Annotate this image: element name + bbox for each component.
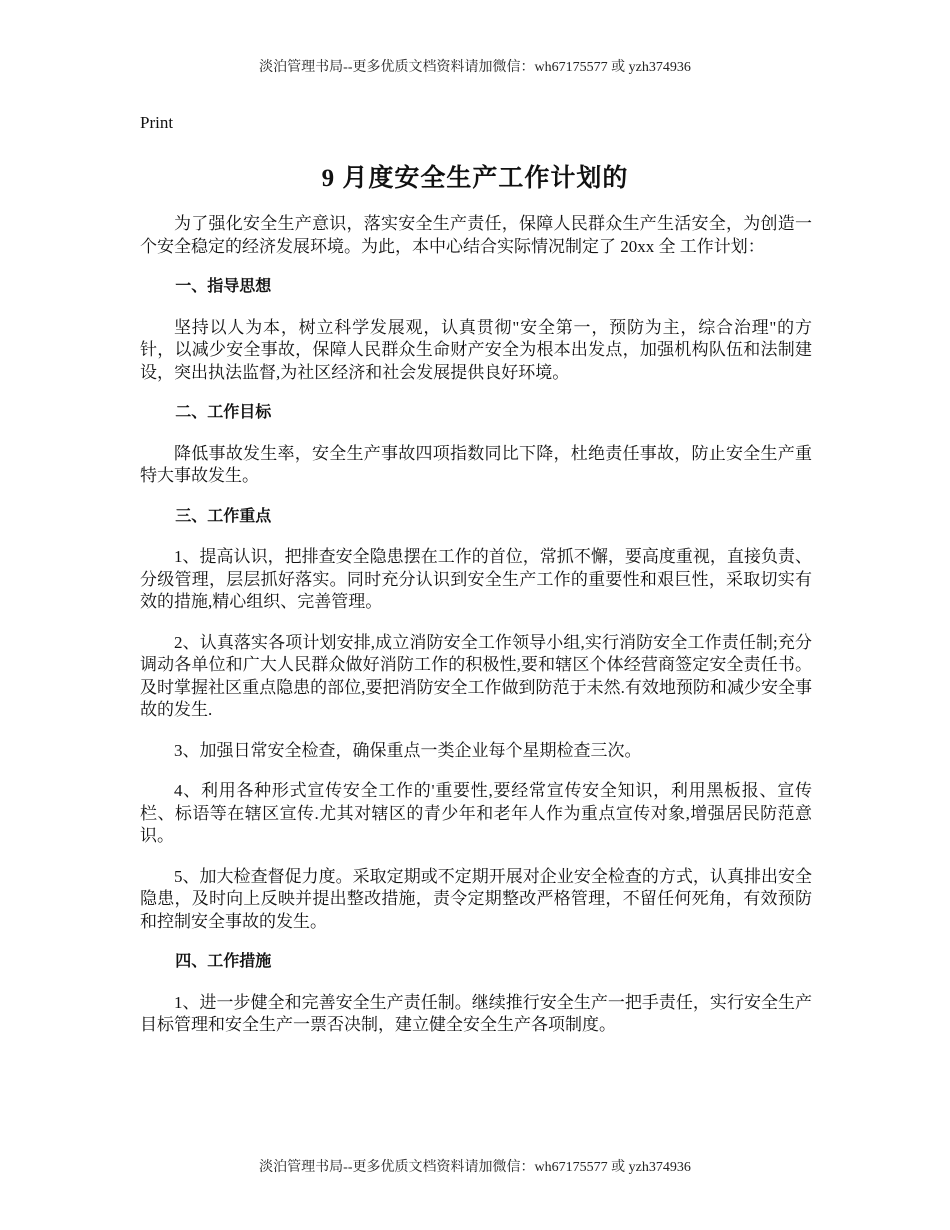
intro-paragraph: 为了强化安全生产意识，落实安全生产责任，保障人民群众生产生活安全，为创造一个安全稳定的经济发展环境。为此，本中心结合实际情况制定了 20xx 全 工作计划： (140, 214, 812, 256)
document-body (140, 213, 812, 1055)
section-heading-guiding-ideology: 一、指导思想 (175, 278, 272, 295)
paragraph: 2、认真落实各项计划安排,成立消防安全工作领导小组,实行消防安全工作责任制;充分调动各单位和广大人民群众做好消防工作的积极性,要和辖区个体经营商签定安全责任书。及时掌握社区重点隐患的部位,要把消防安全工作做到防范于未然.有效地预防和减少安全事故的发生. (140, 632, 812, 719)
page-footer: 淡泊管理书局--更多优质文档资料请加微信：wh67175577 或 yzh374936 (259, 1160, 691, 1175)
paragraph: 坚持以人为本，树立科学发展观，认真贯彻"安全第一，预防为主，综合治理"的方针，以减少安全事故，保障人民群众生命财产安全为根本出发点，加强机构队伍和法制建设，突出执法监督,为社区经济和社会发展提供良好环境。 (140, 317, 812, 382)
section-heading-work-measures: 四、工作措施 (175, 953, 272, 970)
print-link[interactable]: Print (140, 113, 174, 132)
page-header: 淡泊管理书局--更多优质文档资料请加微信：wh67175577 或 yzh374936 (259, 60, 691, 75)
paragraph: 1、提高认识，把排查安全隐患摆在工作的首位，常抓不懈，要高度重视，直接负责、分级管理，层层抓好落实。同时充分认识到安全生产工作的重要性和艰巨性，采取切实有效的措施,精心组织、完善管理。 (140, 547, 812, 611)
paragraph: 4、利用各种形式宣传安全工作的'重要性,要经常宣传安全知识，利用黑板报、宣传栏、标语等在辖区宣传.尤其对辖区的青少年和老年人作为重点宣传对象,增强居民防范意识。 (140, 781, 812, 845)
section-heading-work-priorities: 三、工作重点 (175, 507, 272, 525)
paragraph: 3、加强日常安全检查，确保重点一类企业每个星期检查三次。 (174, 740, 642, 760)
paragraph: 1、进一步健全和完善安全生产责任制。继续推行安全生产一把手责任，实行安全生产目标管理和安全生产一票否决制，建立健全安全生产各项制度。 (140, 992, 812, 1034)
document-title: 9 月度安全生产工作计划的 (321, 165, 629, 192)
paragraph: 降低事故发生率，安全生产事故四项指数同比下降，杜绝责任事故，防止安全生产重特大事故发生。 (140, 443, 812, 485)
section-heading-work-goals: 二、工作目标 (175, 404, 272, 421)
paragraph: 5、加大检查督促力度。采取定期或不定期开展对企业安全检查的方式，认真排出安全隐患，及时向上反映并提出整改措施，责令定期整改严格管理，不留任何死角，有效预防和控制安全事故的发生。 (140, 866, 812, 931)
